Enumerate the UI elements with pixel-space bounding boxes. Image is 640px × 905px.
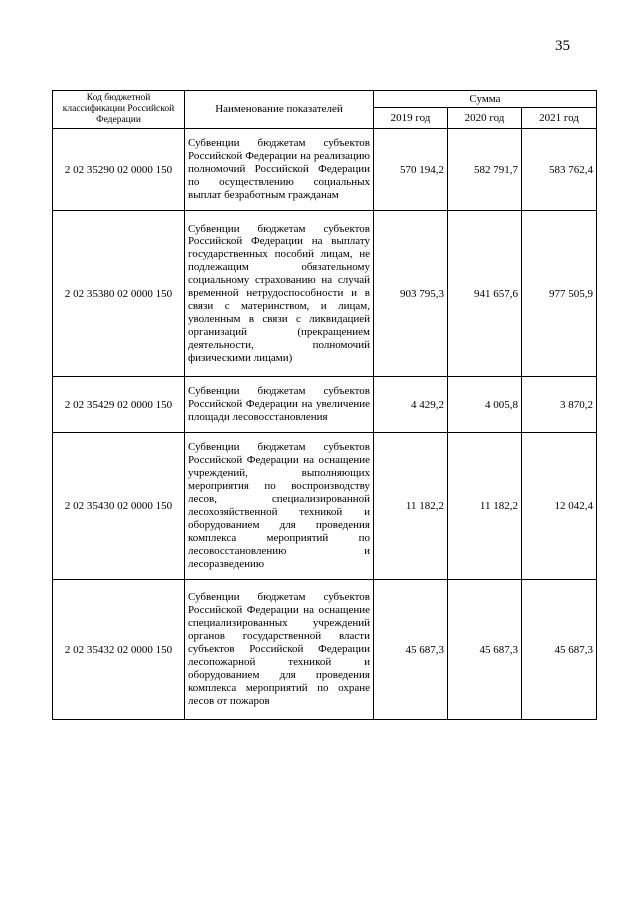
row-amount-2019: 903 795,3 <box>374 211 448 377</box>
row-amount-2019: 570 194,2 <box>374 129 448 211</box>
row-amount-2021: 45 687,3 <box>522 580 597 720</box>
header-sum: Сумма <box>374 91 597 108</box>
table-row <box>53 377 597 433</box>
row-amount-2019: 4 429,2 <box>374 377 448 433</box>
row-amount-2020: 45 687,3 <box>448 580 522 720</box>
table-row <box>53 580 597 720</box>
row-name: Субвенции бюджетам субъектов Российской Федерации на оснащение специализированных учреждений органов государственной власти субъектов Российской Федерации лесопожарной техникой и оборудованием для проведения комплекса мероприятий по охране лесов от пожаров <box>185 580 374 720</box>
row-code: 2 02 35432 02 0000 150 <box>53 580 185 720</box>
budget-table <box>52 90 597 720</box>
row-code: 2 02 35430 02 0000 150 <box>53 433 185 580</box>
row-code: 2 02 35429 02 0000 150 <box>53 377 185 433</box>
header-year-2021: 2021 год <box>522 108 597 129</box>
row-amount-2021: 3 870,2 <box>522 377 597 433</box>
row-name: Субвенции бюджетам субъектов Российской Федерации на увеличение площади лесовосстановления <box>185 377 374 433</box>
table-row <box>53 211 597 377</box>
header-year-2020: 2020 год <box>448 108 522 129</box>
header-code: Код бюджетной классификации Российской Федерации <box>53 91 185 129</box>
row-amount-2021: 583 762,4 <box>522 129 597 211</box>
header-year-2019: 2019 год <box>374 108 448 129</box>
row-amount-2020: 582 791,7 <box>448 129 522 211</box>
row-amount-2020: 11 182,2 <box>448 433 522 580</box>
row-amount-2019: 11 182,2 <box>374 433 448 580</box>
table-row <box>53 129 597 211</box>
row-amount-2021: 12 042,4 <box>522 433 597 580</box>
row-name: Субвенции бюджетам субъектов Российской Федерации на выплату государственных пособий лицам, не подлежащим обязательному социальному страхованию на случай временной нетрудоспособности и в связи с материнством, и лицам, уволенным в связи с ликвидацией организаций (прекращением деятельности, полномочий физическими лицами) <box>185 211 374 377</box>
row-amount-2021: 977 505,9 <box>522 211 597 377</box>
row-amount-2019: 45 687,3 <box>374 580 448 720</box>
row-amount-2020: 941 657,6 <box>448 211 522 377</box>
table-row <box>53 433 597 580</box>
row-name: Субвенции бюджетам субъектов Российской Федерации на реализацию полномочий Российской Федерации по осуществлению социальных выплат безработным гражданам <box>185 129 374 211</box>
header-name: Наименование показателей <box>185 91 374 129</box>
page-number: 35 <box>555 38 570 54</box>
row-amount-2020: 4 005,8 <box>448 377 522 433</box>
row-code: 2 02 35380 02 0000 150 <box>53 211 185 377</box>
row-name: Субвенции бюджетам субъектов Российской Федерации на оснащение учреждений, выполняющих мероприятия по воспроизводству лесов, специализированной лесохозяйственной техникой и оборудованием для проведения комплекса мероприятий по лесовосстановлению и лесоразведению <box>185 433 374 580</box>
row-code: 2 02 35290 02 0000 150 <box>53 129 185 211</box>
